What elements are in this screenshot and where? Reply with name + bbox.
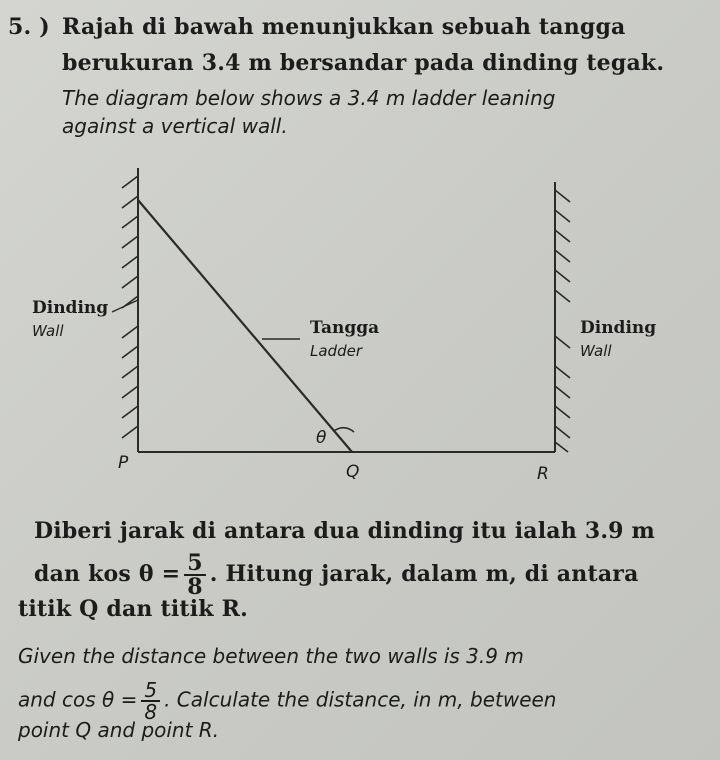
fraction-denominator: 8 (141, 700, 160, 722)
question-text-malay-line-1: Rajah di bawah menunjukkan sebuah tangga (62, 14, 626, 40)
ladder-label-english: Ladder (310, 342, 362, 360)
given-malay-suffix: . Hitung jarak, dalam m, di antara (209, 561, 639, 587)
fraction-numerator: 5 (187, 550, 203, 576)
cos-theta-fraction-english (141, 680, 160, 722)
given-english-prefix: and cos θ = (18, 687, 138, 712)
given-malay-prefix: dan kos θ = (34, 561, 181, 587)
point-p-label: P (118, 453, 129, 473)
given-text-english-line-1: Given the distance between the two walls is 3.9 m (18, 644, 524, 668)
right-wall-label-english: Wall (580, 342, 612, 360)
question-text-english-line-1: The diagram below shows a 3.4 m ladder leaning (62, 86, 556, 110)
right-wall-label-malay: Dinding (580, 318, 657, 338)
given-text-malay-line-2 (34, 552, 639, 598)
cos-theta-fraction-malay (184, 552, 206, 598)
left-wall-label-english: Wall (32, 322, 64, 340)
angle-theta-label: θ (316, 428, 327, 448)
point-q-label: Q (346, 462, 360, 482)
left-wall-label-malay: Dinding (32, 298, 109, 318)
right-wall-hatching (555, 190, 570, 452)
angle-arc (334, 428, 354, 432)
left-wall-label-pointer (112, 300, 138, 312)
given-text-english-line-3: point Q and point R. (18, 718, 220, 742)
given-text-english-line-2 (18, 680, 557, 722)
ladder-label-malay: Tangga (310, 318, 380, 338)
question-text-malay-line-2: berukuran 3.4 m bersandar pada dinding tegak. (62, 50, 665, 76)
given-text-malay-line-1: Diberi jarak di antara dua dinding itu ialah 3.9 m (34, 518, 656, 544)
question-text-english-line-2: against a vertical wall. (62, 114, 288, 138)
given-english-suffix: . Calculate the distance, in m, between (164, 687, 557, 712)
fraction-denominator: 8 (184, 574, 206, 598)
point-r-label: R (537, 464, 549, 484)
question-number: 5. ) (8, 14, 50, 40)
fraction-numerator: 5 (144, 678, 158, 702)
given-text-malay-line-3: titik Q dan titik R. (18, 596, 248, 622)
